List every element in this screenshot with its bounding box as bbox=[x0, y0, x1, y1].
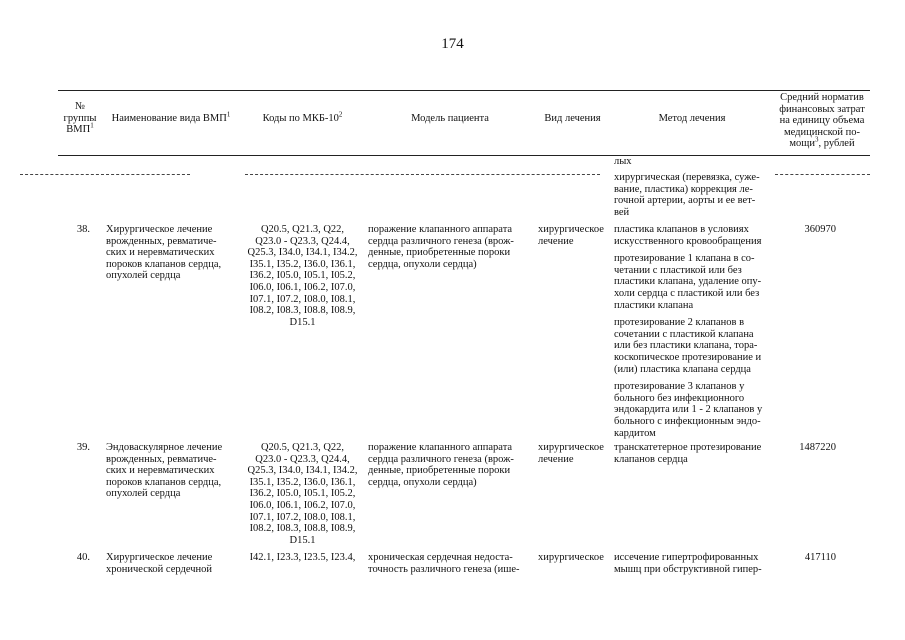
page-number: 174 bbox=[441, 36, 464, 52]
table-header-border bbox=[58, 155, 870, 156]
row-icd-codes: Q20.5, Q21.3, Q22, Q23.0 - Q23.3, Q24.4, Q25.3, I34.0, I34.1, I34.2, I35.1, I35.2, I36.0, I36.1, I36.2, I05.0, I05.1, I05.2, I06.0, I06.1, I06.2, I07.0, I07.1, I07.2, I08.0, I08.1, I08.2, I08.3, I08.8, I08.9, D15.1 bbox=[247, 224, 358, 328]
row-treatment-methods bbox=[614, 552, 784, 581]
row-patient-model: поражение клапанного аппарата сердца различного генеза (врож- денные, приобретенные пороки сердца, опухоли сердца) bbox=[368, 224, 514, 270]
method-item: протезирование 2 клапанов в сочетании с пластикой клапана или без пластики клапана, тора- коскопическое протезирование и (или) пластика клапана сердца bbox=[614, 317, 762, 375]
header-group-number: № группы ВМП$^1$ bbox=[63, 101, 97, 136]
header-treatment-method: Метод лечения bbox=[658, 113, 726, 124]
method-item: протезирование 1 клапана в со- четании с пластикой или без пластики клапана, удаление опу- холи сердца с пластикой или без пластики клапана bbox=[614, 253, 762, 311]
row-patient-model: хроническая сердечная недоста- точность различного генеза (ише- bbox=[368, 552, 520, 575]
row-number: 38. bbox=[76, 224, 90, 235]
row-cost: 360970 bbox=[804, 224, 836, 235]
method-item: иссечение гипертрофированных мышц при обструктивной гипер- bbox=[614, 552, 762, 575]
dashed-separator bbox=[775, 174, 870, 175]
row-treatment-type: хирургическое bbox=[538, 552, 604, 563]
method-item: транскатетерное протезирование клапанов сердца bbox=[614, 442, 762, 465]
continuation-method-text: хирургическая (перевязка, суже- вание, пластика) коррекция ле- гочной артерии, аорты и ее вет- вей bbox=[614, 172, 760, 218]
row-cost: 417110 bbox=[804, 552, 836, 563]
row-cost: 1487220 bbox=[799, 442, 836, 453]
table-top-border bbox=[58, 90, 870, 91]
row-icd-codes: Q20.5, Q21.3, Q22, Q23.0 - Q23.3, Q24.4, Q25.3, I34.0, I34.1, I34.2, I35.1, I35.2, I36.0, I36.1, I36.2, I05.0, I05.1, I05.2, I06.0, I06.1, I06.2, I07.0, I07.1, I07.2, I08.0, I08.1, I08.2, I08.3, I08.8, I08.9, D15.1 bbox=[247, 442, 358, 546]
header-patient-model: Модель пациента bbox=[411, 113, 489, 124]
row-treatment-type: хирургическое лечение bbox=[538, 224, 604, 247]
row-treatment-methods bbox=[614, 224, 784, 445]
continuation-text-line: лых bbox=[614, 156, 632, 167]
row-vmp-name: Хирургическое лечение хронической сердечной bbox=[106, 552, 213, 575]
header-vmp-name: Наименование вида ВМП$^1$ bbox=[111, 110, 231, 124]
row-vmp-name: Эндоваскулярное лечение врожденных, ревматиче- ских и неревматических пороков клапанов сердца, опухолей сердца bbox=[106, 442, 223, 500]
row-vmp-name: Хирургическое лечение врожденных, ревматиче- ских и неревматических пороков клапанов сердца, опухолей сердца bbox=[106, 224, 222, 282]
dashed-separator bbox=[20, 174, 190, 175]
dashed-separator bbox=[245, 174, 600, 175]
header-treatment-type: Вид лечения bbox=[544, 113, 601, 124]
row-number: 40. bbox=[76, 552, 90, 563]
method-item: пластика клапанов в условиях искусственного кровообращения bbox=[614, 224, 762, 247]
row-icd-codes: I42.1, I23.3, I23.5, I23.4, bbox=[249, 552, 356, 563]
row-number: 39. bbox=[76, 442, 90, 453]
row-treatment-methods bbox=[614, 442, 784, 471]
method-item: протезирование 3 клапанов у больного без инфекционного эндокардита или 1 - 2 клапанов у больного с инфекционным эндо- кардитом bbox=[614, 381, 763, 439]
header-average-cost: Средний норматив финансовых затрат на единицу объема медицинской по- мощи$^3$, рублей bbox=[779, 92, 865, 150]
row-treatment-type: хирургическое лечение bbox=[538, 442, 604, 465]
row-patient-model: поражение клапанного аппарата сердца различного генеза (врож- денные, приобретенные пороки сердца, опухоли сердца) bbox=[368, 442, 514, 488]
header-icd-codes: Коды по МКБ-$10^2$ bbox=[262, 110, 343, 124]
